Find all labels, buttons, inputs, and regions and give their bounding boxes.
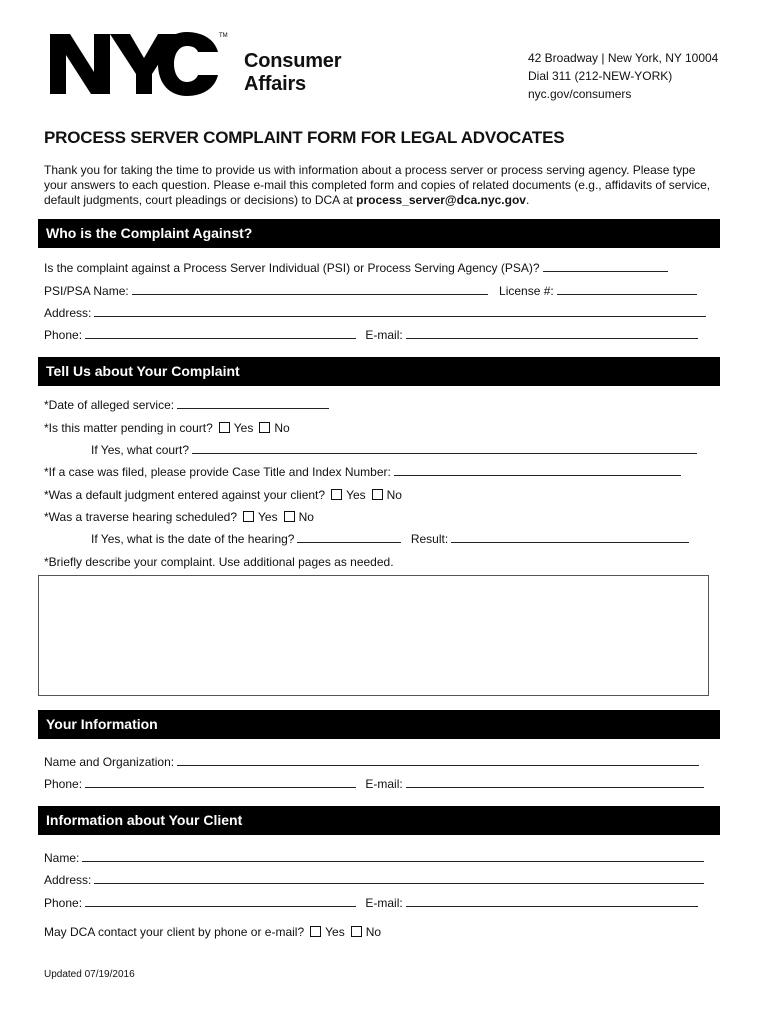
default-judgment-row (44, 488, 402, 502)
psi-psa-question (44, 261, 668, 275)
license-field[interactable] (557, 285, 697, 295)
contact-no-checkbox[interactable] (351, 926, 362, 937)
case-label: *If a case was filed, please provide Case Title and Index Number: (44, 465, 391, 479)
case-field[interactable] (394, 466, 681, 476)
against-phone-field[interactable] (85, 329, 356, 339)
intro-text: Thank you for taking the time to provide us with information about a process server or process serving agency. Please type your answers to each question. Please e-mail this completed form and copies of related documents (e.g., affidavits of service, default judgments, court pleadings or decisions) to DCA at (44, 163, 711, 207)
hearing-date-field[interactable] (297, 533, 401, 543)
against-address-label: Address: (44, 306, 92, 320)
contact-client-label: May DCA contact your client by phone or e-mail? (44, 925, 305, 939)
psi-psa-name-field[interactable] (132, 285, 488, 295)
pending-row (44, 421, 290, 435)
trademark-mark: TM (219, 33, 228, 39)
traverse-label: *Was a traverse hearing scheduled? (44, 510, 237, 524)
service-date-row (44, 398, 329, 412)
client-address-field[interactable] (94, 874, 704, 884)
name-org-row (44, 755, 699, 769)
license-label: License #: (499, 284, 554, 298)
intro-end: . (525, 193, 530, 207)
pending-label: *Is this matter pending in court? (44, 421, 213, 435)
client-phone-label: Phone: (44, 896, 83, 910)
nyc-logo (48, 28, 230, 100)
client-email-label: E-mail: (365, 896, 403, 910)
updated-date: Updated 07/19/2016 (44, 969, 135, 980)
client-address-row (44, 873, 704, 887)
agency-name (244, 50, 341, 96)
traverse-no-label: No (298, 510, 314, 524)
agency-name-line1: Consumer (244, 50, 342, 72)
your-phone-row (44, 777, 704, 791)
against-address-field[interactable] (94, 307, 706, 317)
psi-psa-question-label: Is the complaint against a Process Server Individual (PSI) or Process Serving Agency (PSA)? (44, 261, 540, 275)
case-row (44, 465, 681, 479)
hearing-date-label: If Yes, what is the date of the hearing? (91, 532, 295, 546)
service-date-label: *Date of alleged service: (44, 398, 175, 412)
contact-client-row (44, 925, 381, 939)
section-header-your-info: Your Information (38, 710, 720, 739)
pending-yes-label: Yes (233, 421, 254, 435)
address-line3[interactable]: nyc.gov/consumers (528, 87, 632, 101)
against-phone-row (44, 328, 698, 342)
pending-no-checkbox[interactable] (259, 422, 270, 433)
your-phone-field[interactable] (85, 778, 356, 788)
section-header-complaint: Tell Us about Your Complaint (38, 357, 720, 386)
complaint-description-box[interactable] (38, 575, 709, 696)
default-no-label: No (386, 488, 402, 502)
client-name-row (44, 851, 704, 865)
which-court-label: If Yes, what court? (91, 443, 190, 457)
your-phone-label: Phone: (44, 777, 83, 791)
which-court-row (91, 443, 697, 457)
pending-yes-checkbox[interactable] (219, 422, 230, 433)
section-header-against: Who is the Complaint Against? (38, 219, 720, 248)
psi-psa-name-label: PSI/PSA Name: (44, 284, 129, 298)
pending-no-label: No (274, 421, 290, 435)
name-org-label: Name and Organization: (44, 755, 175, 769)
client-name-field[interactable] (82, 852, 704, 862)
traverse-no-checkbox[interactable] (284, 511, 295, 522)
contact-yes-label: Yes (325, 925, 345, 939)
section-header-client: Information about Your Client (38, 806, 720, 835)
default-yes-label: Yes (346, 488, 366, 502)
your-email-label: E-mail: (365, 777, 403, 791)
agency-name-line2: Affairs (244, 73, 306, 95)
service-date-field[interactable] (177, 399, 329, 409)
default-no-checkbox[interactable] (372, 489, 383, 500)
agency-address (528, 49, 718, 103)
default-judgment-label: *Was a default judgment entered against your client? (44, 488, 326, 502)
client-phone-field[interactable] (85, 897, 356, 907)
traverse-row (44, 510, 314, 524)
default-yes-checkbox[interactable] (331, 489, 342, 500)
address-line2: Dial 311 (212-NEW-YORK) (528, 69, 673, 83)
psi-psa-name-row (44, 284, 697, 298)
against-email-label: E-mail: (365, 328, 403, 342)
client-name-label: Name: (44, 851, 80, 865)
result-label: Result: (410, 532, 449, 546)
hearing-date-row (91, 532, 689, 546)
against-email-field[interactable] (406, 329, 698, 339)
client-email-field[interactable] (406, 897, 698, 907)
psi-psa-answer-field[interactable] (543, 262, 668, 272)
form-title: PROCESS SERVER COMPLAINT FORM FOR LEGAL ADVOCATES (44, 128, 565, 147)
against-phone-label: Phone: (44, 328, 83, 342)
client-address-label: Address: (44, 873, 92, 887)
name-org-field[interactable] (177, 756, 699, 766)
contact-yes-checkbox[interactable] (310, 926, 321, 937)
intro-paragraph (44, 163, 714, 208)
contact-email-link[interactable]: process_server@dca.nyc.gov (356, 193, 526, 207)
against-address-row (44, 306, 706, 320)
traverse-yes-label: Yes (258, 510, 278, 524)
which-court-field[interactable] (192, 444, 697, 454)
your-email-field[interactable] (406, 778, 704, 788)
traverse-yes-checkbox[interactable] (243, 511, 254, 522)
address-line1: 42 Broadway | New York, NY 10004 (528, 51, 719, 65)
client-phone-row (44, 896, 698, 910)
result-field[interactable] (451, 533, 689, 543)
contact-no-label: No (365, 925, 382, 939)
describe-label: *Briefly describe your complaint. Use additional pages as needed. (44, 555, 394, 569)
